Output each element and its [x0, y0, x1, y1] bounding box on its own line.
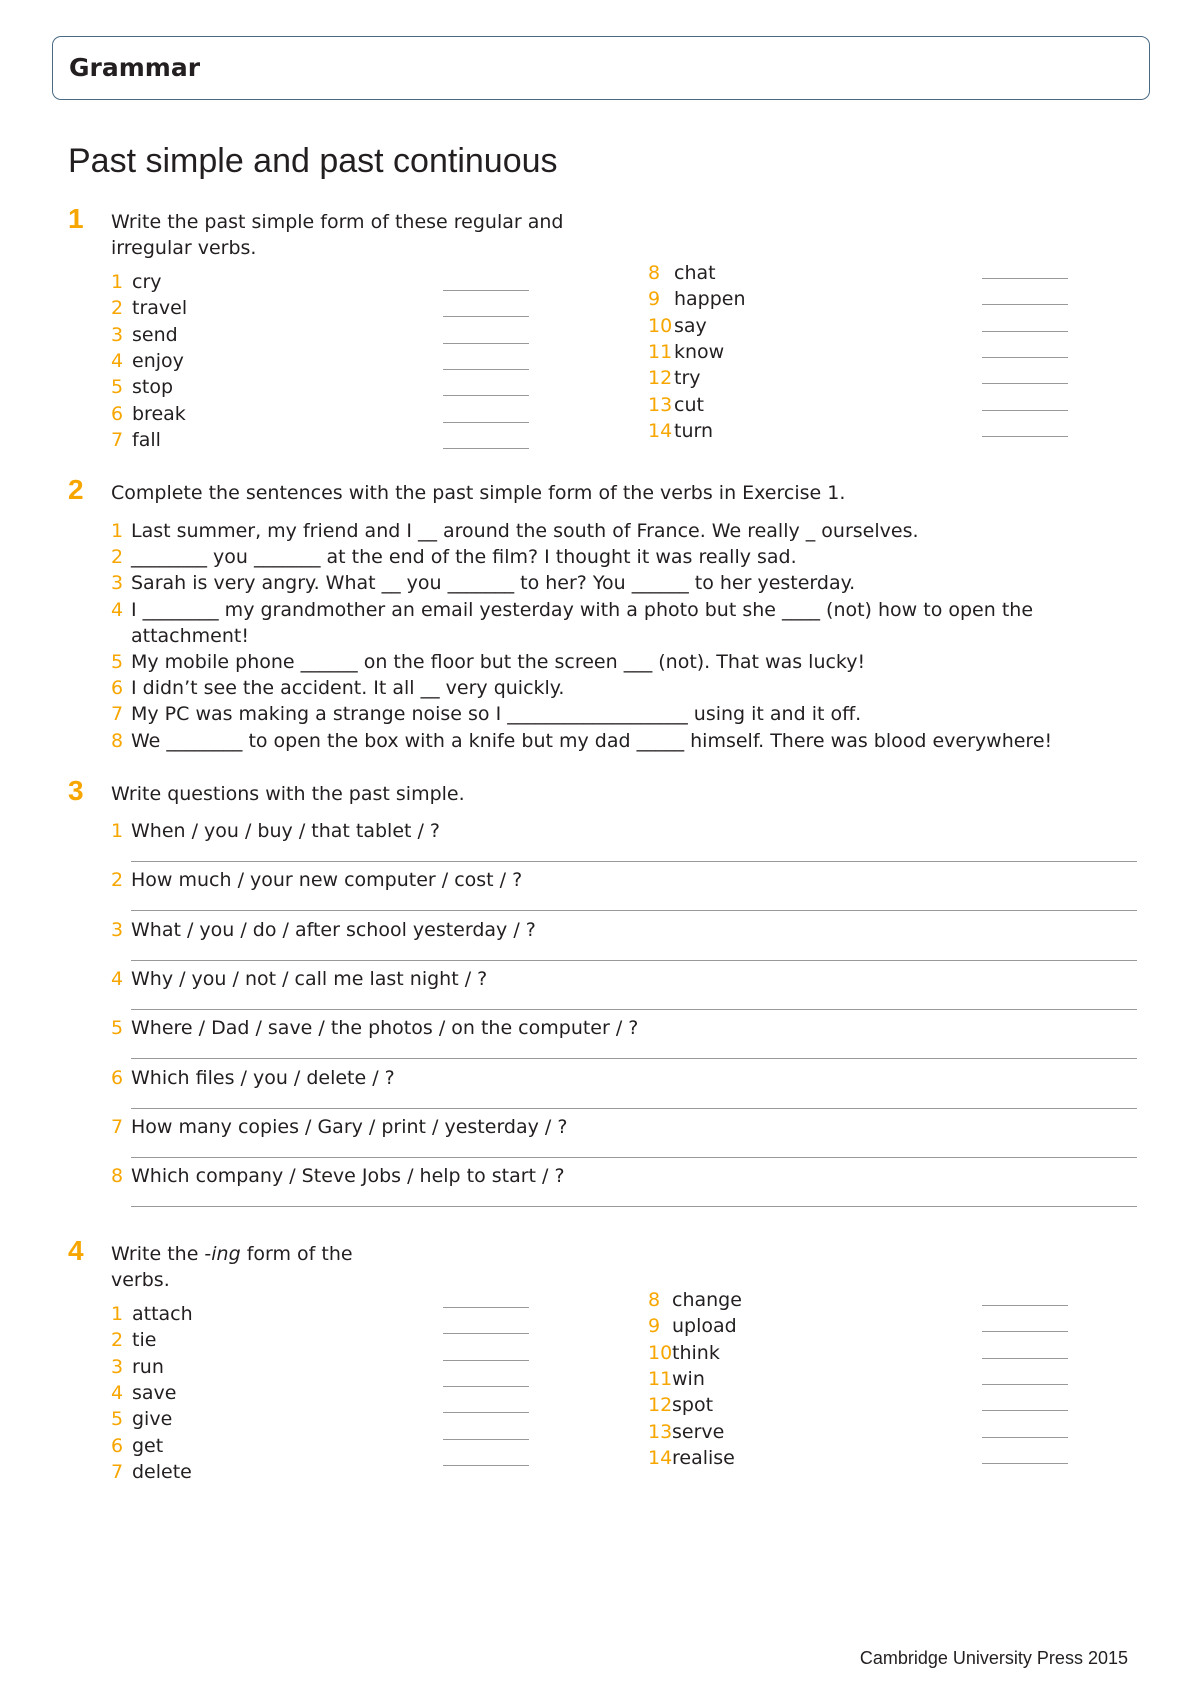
question-prompt: How many copies / Gary / print / yesterday / ?: [131, 1115, 568, 1138]
item-number: 4: [111, 349, 124, 372]
answer-line[interactable]: [982, 436, 1068, 437]
answer-line[interactable]: [443, 395, 529, 396]
exercise-2-sentence: [111, 597, 1033, 623]
sentence-number: 1: [111, 520, 124, 542]
item-number: 2: [111, 297, 124, 320]
item-verb: tie: [132, 1329, 157, 1352]
sentence-text: My PC was making a strange noise so I ___________________ using it and it off.: [131, 703, 862, 726]
answer-line[interactable]: [982, 383, 1068, 384]
item-verb: enjoy: [132, 349, 184, 372]
exercise-4-verb-item: [648, 1419, 724, 1445]
question-number: 5: [111, 1017, 124, 1040]
exercise-4-verb-item: [111, 1380, 176, 1406]
exercise-3-question: [111, 966, 487, 992]
item-verb: cut: [674, 393, 704, 416]
page-title: Past simple and past continuous: [68, 142, 558, 180]
exercise-3-question: [111, 818, 440, 844]
item-verb: give: [132, 1408, 173, 1431]
answer-line[interactable]: [982, 331, 1068, 332]
item-verb: chat: [674, 262, 716, 284]
exercise-1-verb-item: [111, 348, 184, 374]
item-verb: think: [672, 1341, 720, 1364]
item-number: 9: [648, 288, 661, 311]
answer-line[interactable]: [131, 910, 1137, 911]
item-number: 3: [111, 1355, 124, 1378]
exercise-1-verb-item: [648, 313, 707, 339]
exercise-1-verb-item: [648, 339, 724, 365]
section-title: Grammar: [69, 53, 201, 82]
exercise-3-question: [111, 1065, 395, 1091]
sentence-number: 2: [111, 546, 124, 569]
item-number: 10: [648, 1341, 673, 1364]
exercise-4-verb-item: [111, 1327, 156, 1353]
exercise-4-verb-item: [648, 1445, 735, 1471]
answer-line[interactable]: [443, 448, 529, 449]
answer-line[interactable]: [131, 1108, 1137, 1109]
answer-line[interactable]: [982, 1410, 1068, 1411]
exercise-3-instruction: Write questions with the past simple.: [111, 783, 465, 805]
exercise-4-instruction-line2: verbs.: [111, 1269, 170, 1291]
exercise-4-number: 4: [68, 1235, 84, 1266]
exercise-4-verb-item: [111, 1354, 164, 1380]
answer-line[interactable]: [982, 1358, 1068, 1359]
item-verb: happen: [674, 288, 746, 311]
item-number: 1: [111, 1303, 124, 1325]
answer-line[interactable]: [982, 1331, 1068, 1332]
question-prompt: When / you / buy / that tablet / ?: [131, 820, 441, 842]
sentence-number: 6: [111, 677, 124, 700]
sentence-number: 7: [111, 703, 124, 726]
item-number: 12: [648, 367, 673, 390]
exercise-3-question: [111, 1114, 567, 1140]
exercise-2-sentence: [111, 544, 797, 570]
exercise-3-question: [111, 1015, 638, 1041]
item-verb: turn: [674, 419, 714, 442]
exercise-1-verb-item: [648, 260, 716, 286]
item-verb: stop: [132, 376, 174, 399]
answer-line[interactable]: [131, 960, 1137, 961]
exercise-1-instruction-line2: irregular verbs.: [111, 237, 257, 259]
exercise-3-number: 3: [68, 775, 84, 806]
answer-line[interactable]: [131, 1206, 1137, 1207]
exercise-4-verb-item: [111, 1301, 193, 1327]
answer-line[interactable]: [982, 1463, 1068, 1464]
exercise-4-verb-item: [111, 1433, 163, 1459]
question-prompt: Where / Dad / save / the photos / on the computer / ?: [131, 1017, 639, 1040]
exercise-1-verb-item: [648, 392, 704, 418]
exercise-1-verb-item: [648, 418, 713, 444]
answer-line[interactable]: [443, 343, 529, 344]
exercise-3-question: [111, 1163, 565, 1189]
exercise-1-instruction: [111, 209, 563, 261]
sentence-number: 5: [111, 651, 124, 673]
question-number: 1: [111, 820, 124, 842]
item-verb: save: [132, 1381, 177, 1404]
item-number: 6: [111, 1434, 124, 1457]
exercise-4-verb-item: [648, 1366, 705, 1392]
sentence-text: My mobile phone ______ on the floor but the screen ___ (not). That was lucky!: [131, 651, 866, 673]
answer-line[interactable]: [443, 290, 529, 291]
answer-line[interactable]: [443, 1307, 529, 1308]
answer-line[interactable]: [443, 1360, 529, 1361]
item-verb: send: [132, 323, 178, 346]
item-number: 6: [111, 402, 124, 425]
item-verb: say: [674, 314, 707, 337]
item-verb: attach: [132, 1303, 193, 1325]
item-verb: serve: [672, 1420, 725, 1443]
sentence-text: I ________ my grandmother an email yesterday with a photo but she ____ (not) how to open the: [131, 598, 1034, 621]
item-verb: get: [132, 1434, 164, 1457]
exercise-4-verb-item: [648, 1313, 737, 1339]
item-number: 14: [648, 419, 673, 442]
answer-line[interactable]: [982, 304, 1068, 305]
sentence-text: ________ you _______ at the end of the film? I thought it was really sad.: [131, 546, 797, 569]
exercise-1-verb-item: [111, 401, 186, 427]
item-verb: try: [674, 367, 701, 390]
exercise-2-sentence: [111, 570, 855, 596]
question-prompt: How much / your new computer / cost / ?: [131, 869, 523, 892]
exercise-2-sentence: [111, 728, 1052, 754]
item-verb: change: [672, 1289, 742, 1311]
answer-line[interactable]: [982, 357, 1068, 358]
item-number: 11: [648, 1367, 673, 1390]
sentence-text: Sarah is very angry. What __ you _______ to her? You ______ to her yesterday.: [131, 572, 856, 595]
item-number: 8: [648, 262, 661, 284]
sentence-text: I didn’t see the accident. It all __ very quickly.: [131, 677, 565, 700]
item-number: 2: [111, 1329, 124, 1352]
item-number: 8: [648, 1289, 661, 1311]
item-verb: travel: [132, 297, 188, 320]
exercise-1-verb-item: [111, 374, 173, 400]
exercise-3-question: [111, 917, 536, 943]
answer-line[interactable]: [443, 1465, 529, 1466]
item-number: 7: [111, 1460, 124, 1483]
exercise-1-verb-item: [648, 365, 701, 391]
item-number: 11: [648, 340, 673, 363]
exercise-2-number: 2: [68, 474, 84, 505]
sentence-text: Last summer, my friend and I __ around the south of France. We really _ ourselves.: [131, 520, 919, 542]
answer-line[interactable]: [982, 1305, 1068, 1306]
exercise-4-instruction-line1: Write the -ing form of the: [111, 1243, 353, 1265]
exercise-2-sentence: [111, 675, 564, 701]
exercise-4-verb-item: [648, 1340, 720, 1366]
answer-line[interactable]: [131, 861, 1137, 862]
item-number: 9: [648, 1315, 661, 1338]
answer-line[interactable]: [443, 1412, 529, 1413]
answer-line[interactable]: [131, 1058, 1137, 1059]
item-verb: fall: [132, 428, 161, 451]
sentence-text: attachment!: [131, 624, 249, 647]
exercise-4-verb-item: [648, 1392, 713, 1418]
answer-line[interactable]: [131, 1157, 1137, 1158]
question-number: 6: [111, 1066, 124, 1089]
item-verb: upload: [672, 1315, 737, 1338]
item-verb: break: [132, 402, 186, 425]
answer-line[interactable]: [443, 1386, 529, 1387]
exercise-1-verb-item: [111, 427, 161, 453]
exercise-1-verb-item: [111, 269, 162, 295]
exercise-1-instruction-line1: Write the past simple form of these regular and: [111, 211, 564, 233]
answer-line[interactable]: [443, 1439, 529, 1440]
item-number: 12: [648, 1394, 673, 1417]
question-number: 4: [111, 967, 124, 990]
item-number: 10: [648, 314, 673, 337]
question-number: 2: [111, 869, 124, 892]
exercise-2-sentence: [111, 623, 249, 649]
question-prompt: Which files / you / delete / ?: [131, 1066, 395, 1089]
question-number: 3: [111, 918, 124, 941]
exercise-1-verb-item: [111, 295, 187, 321]
answer-line[interactable]: [443, 1333, 529, 1334]
item-number: 13: [648, 1420, 673, 1443]
exercise-4-verb-item: [648, 1287, 742, 1313]
section-header: [52, 36, 1150, 100]
answer-line[interactable]: [131, 1009, 1137, 1010]
question-prompt: Which company / Steve Jobs / help to start / ?: [131, 1165, 565, 1188]
sentence-text: We ________ to open the box with a knife but my dad _____ himself. There was blood everywhere!: [131, 729, 1053, 752]
item-number: 4: [111, 1381, 124, 1404]
exercise-1-number: 1: [68, 203, 84, 234]
exercise-1-verb-item: [648, 286, 746, 312]
item-verb: run: [132, 1355, 164, 1378]
answer-line[interactable]: [982, 410, 1068, 411]
exercise-1-verb-item: [111, 322, 178, 348]
item-verb: delete: [132, 1460, 192, 1483]
answer-line[interactable]: [982, 1437, 1068, 1438]
item-number: 1: [111, 271, 124, 293]
sentence-number: 8: [111, 729, 124, 752]
answer-line[interactable]: [982, 1384, 1068, 1385]
question-prompt: Why / you / not / call me last night / ?: [131, 967, 488, 990]
exercise-4-verb-item: [111, 1406, 172, 1432]
exercise-2-sentence: [111, 518, 919, 544]
item-verb: realise: [672, 1446, 735, 1469]
answer-line[interactable]: [443, 422, 529, 423]
item-verb: win: [672, 1367, 705, 1390]
answer-line[interactable]: [443, 369, 529, 370]
item-number: 5: [111, 1408, 124, 1431]
exercise-3-question: [111, 867, 522, 893]
item-number: 14: [648, 1446, 673, 1469]
answer-line[interactable]: [982, 278, 1068, 279]
exercise-2-instruction: Complete the sentences with the past simple form of the verbs in Exercise 1.: [111, 482, 846, 504]
exercise-2-sentence: [111, 701, 861, 727]
item-number: 5: [111, 376, 124, 399]
question-number: 8: [111, 1165, 124, 1188]
exercise-4-instruction: [111, 1241, 353, 1293]
question-prompt: What / you / do / after school yesterday / ?: [131, 918, 536, 941]
exercise-2-sentence: [111, 649, 865, 675]
sentence-number: 4: [111, 598, 124, 621]
item-verb: cry: [132, 271, 162, 293]
question-number: 7: [111, 1115, 124, 1138]
item-number: 3: [111, 323, 124, 346]
item-number: 13: [648, 393, 673, 416]
item-verb: spot: [672, 1394, 714, 1417]
exercise-4-verb-item: [111, 1459, 192, 1485]
item-verb: know: [674, 340, 725, 363]
item-number: 7: [111, 428, 124, 451]
answer-line[interactable]: [443, 316, 529, 317]
footer-copyright: Cambridge University Press 2015: [859, 1648, 1128, 1668]
sentence-number: 3: [111, 572, 124, 595]
